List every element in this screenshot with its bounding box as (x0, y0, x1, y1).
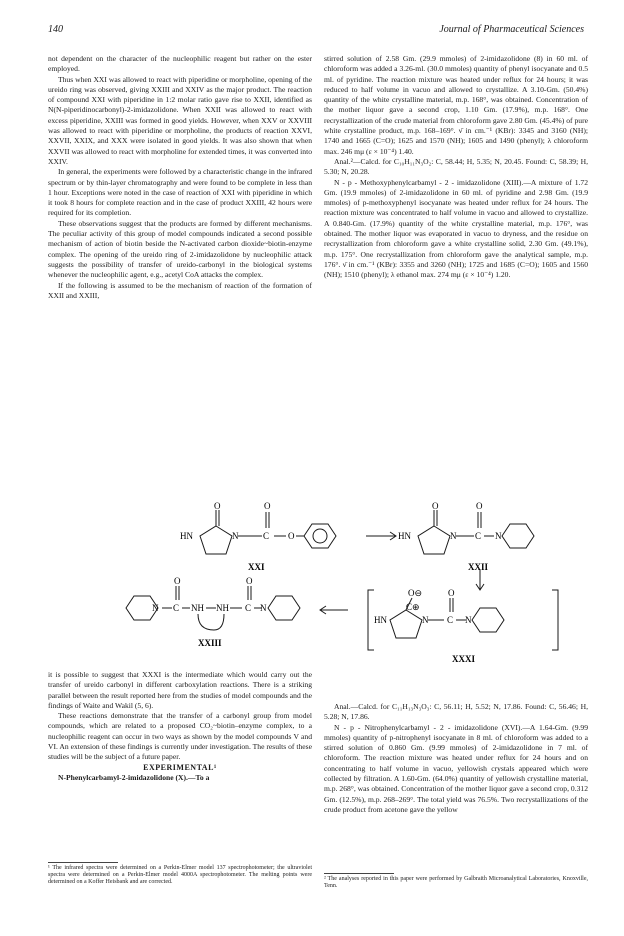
atom-c: C (447, 615, 454, 625)
atom-oxygen: O (264, 501, 271, 511)
paragraph: These observations suggest that the products are formed by different mechanisms. The peculiar activity of this group of model compounds indicated a second possible mechanism of action of biotin beside the N-activated carbon dioxide~biotin-enzyme complex. The opening of the ureido ring of 2-imidazolidone by nucleophilic attack suggests the possibility of transfer of ureido-carbonyl in the biological systems whenever the nucleophilic agent, e.g., acetyl CoA attacks the complex. (48, 218, 312, 280)
atom-c: C (263, 531, 270, 541)
paragraph: stirred solution of 2.58 Gm. (29.9 mmoles) of 2-imidazolidone (8) in 60 ml. of chloroform was added a 3.26-ml. (30.0 mmoles) quantity of phenyl isocyanate and 0.5 ml. of pyridine. The reaction mixture was heated under reflux for 24 hours; it was reduced to half volume in vacuo and allowed to crystallize. A 3.10-Gm. (50.4%) quantity of the white crystalline material, m.p. 168°, was obtained. Concentration of the mother liquor gave a second crop, 1.10 Gm. (17.9%), m.p. 168°. One recrystallization of the crude material from chloroform gave 2.80 Gm. (45.4%) of pure white crystalline product, m.p. 168–169°. ν̄ in cm.⁻¹ (KBr): 3345 and 3160 (NH); 1740 and 1665 (C=O); 1625 and 1570 (NH); 1605 and 1490 (phenyl); λ chloroform max. 246 mμ (ε × 10⁻⁴) 1.40. (324, 54, 588, 156)
phenyl-ring (304, 524, 336, 548)
footnote-2: ² The analyses reported in this paper were performed by Galbraith Microanalytical Laboratories, Knoxville, Tenn. (324, 876, 588, 890)
atom-c: C (245, 603, 252, 613)
atom-oxygen: O (432, 501, 439, 511)
paragraph: Anal.—Calcd. for C₁₁H₁₃N₃O₃: C, 56.11; H, 5.52; N, 17.86. Found: C, 56.46; H, 5.28; N, 17.86. (324, 702, 588, 722)
atom-c: C (173, 603, 180, 613)
journal-title: Journal of Pharmaceutical Sciences (439, 24, 584, 35)
atom-n: N (232, 531, 239, 541)
atom-oxygen-minus: O⊖ (408, 588, 423, 598)
page-number: 140 (48, 24, 63, 35)
paragraph: N-Phenylcarbamyl-2-imidazolidone (X).—To a (58, 772, 210, 782)
footnote-1: ¹ The infrared spectra were determined on a Perkin-Elmer model 137 spectrophotometer; the ultraviolet spectra were determined on a Perkin-Elmer model 4000A spectrophotometer. The melting points were determined on a Koffer Heisbank and are corrected. (48, 865, 312, 886)
compound-label-xxiii: XXIII (198, 638, 222, 648)
paragraph: it is possible to suggest that XXXI is the intermediate which would carry out the transfer of ureido carbonyl in different carboxylation reactions. There is a striking parallel between the result reported here from the studies of model compounds and the findings of Waite and Wakil (5, 6). (48, 670, 312, 710)
paragraph: not dependent on the character of the nucleophilic reagent but rather on the ester employed. (48, 54, 312, 74)
compound-label-xxii: XXII (468, 562, 489, 572)
atom-oxygen: O (214, 501, 221, 511)
atom-c: C (475, 531, 482, 541)
atom-hn: HN (180, 531, 193, 541)
left-column-top (48, 54, 312, 301)
atom-oxygen: O (288, 531, 295, 541)
imidazolidone-ring (200, 526, 232, 554)
section-heading-experimental: EXPERIMENTAL¹ (143, 762, 217, 772)
paragraph: If the following is assumed to be the mechanism of reaction of the formation of XXII and XXIII, (48, 280, 312, 300)
atom-n: N (450, 531, 457, 541)
paragraph: Thus when XXI was allowed to react with piperidine or morpholine, opening of the ureido ring was observed, giving XXIII and XXIV as the major product. The reaction of compound XXI with piperidine in 1:2 molar ratio gave rise to XXII, identified as N(N-piperidinocarbonyl)-2-imidazolidone. When XXII was allowed to react with excess piperidine, XXIII was formed in good yields. However, when XXV or XXVIII was allowed to react with piperidine or morpholine, the products of reaction XXVI, XXVII, XXIX, and XXX were isolated in good yields. It was also shown that when XXVII was allowed to react with morpholine for extended times, it was converted into XXIV. (48, 74, 312, 166)
paragraph: In general, the experiments were followed by a characteristic change in the infrared spectrum or by thin-layer chromatography and were found to be complete in less than 1 hour. Exceptions were noted in the case of reaction of XXI with piperidine in which it took 8 hours for complete reaction and in the case of product XXIII, 42 hours were required for its completion. (48, 167, 312, 218)
left-column-bottom (48, 670, 312, 783)
atom-nh: NH (191, 603, 204, 613)
atom-n: N (260, 603, 267, 613)
reaction-scheme-drawing (48, 498, 608, 666)
atom-n: N (422, 615, 429, 625)
page-header (48, 24, 584, 40)
reaction-scheme (48, 498, 608, 666)
footnote-rule (48, 862, 118, 863)
compound-label-xxxi: XXXI (452, 654, 476, 664)
paragraph: These reactions demonstrate that the transfer of a carbonyl group from model compounds, which are related to a proposed CO₂~biotin–enzyme complex, to a nucleophilic reagent can occur in two ways as shown by the model compounds V and VI. An extension of these findings is currently under investigation. The results of these studies will be the subject of a future paper. (48, 711, 312, 762)
paragraph: Anal.²—Calcd. for C₁₀H₁₁N₃O₂: C, 58.44; H, 5.35; N, 20.45. Found: C, 58.39; H, 5.30; N, 20.28. (324, 156, 588, 177)
atom-oxygen: O (448, 588, 455, 598)
paragraph: N - p - Methoxyphenylcarbamyl - 2 - imidazolidone (XIII).—A mixture of 1.72 Gm. (19.9 mmoles) of 2-imidazolidone in 60 ml. of pyridine and 2.98 Gm. (19.9 mmoles) of p-methoxyphenyl isocyanate was heated under reflux for 24 hours. The reaction mixture was concentrated to half volume in vacuo and allowed to crystallize. A 0.840-Gm. (17.9%) quantity of the white crystalline material, m.p. 176°, was obtained. The mother liquor was evaporated in vacuo to dryness, and the residue on recrystallization from chloroform gave a white crystalline solid, 2.30 Gm. (49.1%), m.p. 175°. One recrystallization from chloroform gave the analytical sample, m.p. 176°. ν̄ in cm.⁻¹ (KBr): 3355 and 3260 (NH); 1725 and 1685 (C=O); 1605 and 1560 (NH); 1510 (phenyl); λ ethanol max. 274 mμ (ε × 10⁻⁴) 1.20. (324, 177, 588, 280)
right-column-top (324, 54, 588, 281)
atom-oxygen: O (174, 576, 181, 586)
compound-label-xxi: XXI (248, 562, 265, 572)
right-column-bottom (324, 702, 588, 815)
atom-c-plus: C⊕ (406, 602, 420, 612)
atom-n: N (465, 615, 472, 625)
footnote-rule (324, 873, 394, 874)
atom-oxygen: O (476, 501, 483, 511)
atom-hn: HN (398, 531, 411, 541)
atom-n: N (495, 531, 502, 541)
piperidine-ring (502, 524, 534, 548)
atom-hn: HN (374, 615, 387, 625)
atom-n: N (152, 603, 159, 613)
atom-oxygen: O (246, 576, 253, 586)
paragraph: N - p - Nitrophenylcarbamyl - 2 - imidazolidone (XVI).—A 1.64-Gm. (9.99 mmoles) quantity of p-nitrophenyl isocyanate in 8 ml. of chloroform was added to a stirred solution of 0.860 Gm. (9.99 mmoles) of 2-imidazolidone in 7 ml. of chloroform. The reaction mixture was heated under reflux for 24 hours and on concentrating to half volume in vacuo, yellowish crystals appeared which were collected by filtration. A 1.60-Gm. (64.0%) quantity of yellowish crystalline material, m.p. 268°, was obtained. Concentration of the mother liquor gave a second crop, 0.312 Gm. (12.5%), m.p. 268–269°. The total yield was 76.5%. Two recrystallizations of the crude product from acetone gave the yellow (324, 722, 588, 814)
atom-nh: NH (216, 603, 229, 613)
